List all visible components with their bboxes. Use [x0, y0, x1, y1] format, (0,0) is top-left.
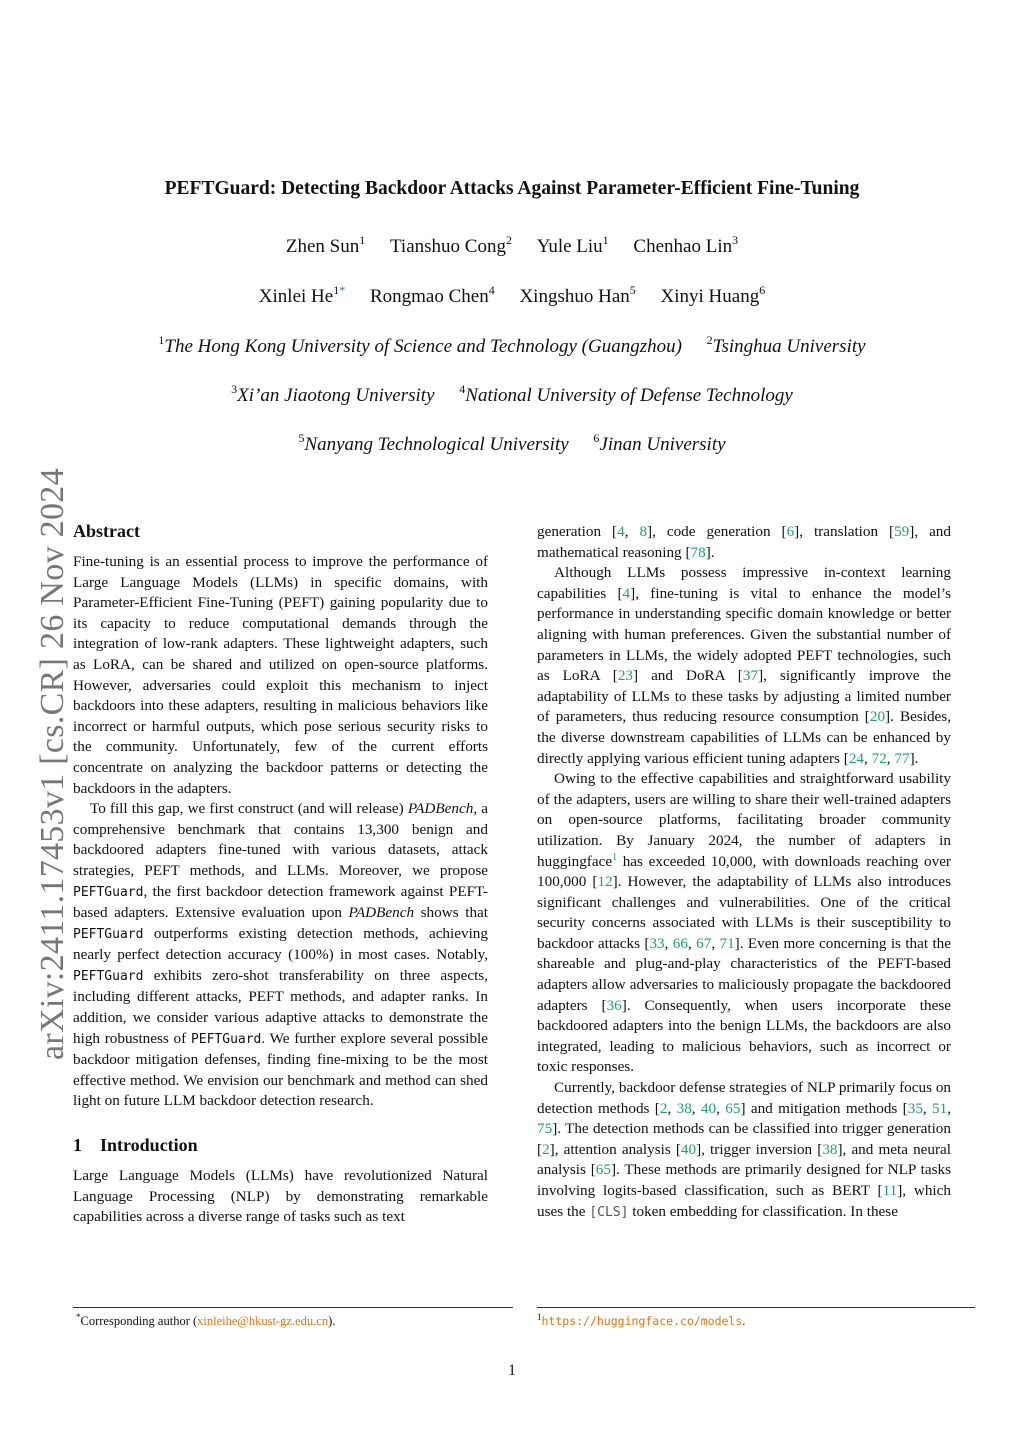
citation-link[interactable]: 65	[725, 1099, 741, 1117]
right-paragraph-1: Although LLMs possess impressive in-context learning capabilities [4], fine-tuning is vital to enhance the model’s performance in understanding specific domain knowledge or better aligning with human preferences. Given the substantial number of parameters in LLMs, the widely adopted PEFT technologies, such as LoRA [23] and DoRA [37], significantly improve the adaptability of LLMs to these tasks by adjusting a limited number of parameters, thus reducing resource consumption [20]. Besides, the diverse downstream capabilities of LLMs can be enhanced by directly applying various efficient tuning adapters [24, 72, 77].	[537, 564, 952, 767]
right-paragraph-3: Currently, backdoor defense strategies of NLP primarily focus on detection methods [2, 38, 40, 65] and mitigation methods [35, 51, 75]. The detection methods can be classified into trigger generation [2], attention analysis [40], trigger inversion [38], and meta neural analysis [65]. These methods are primarily designed for NLP tasks involving logits-based classification, such as BERT [11], which uses the [CLS] token embedding for classification. In these	[537, 1079, 952, 1220]
citation-link[interactable]: 35	[907, 1099, 923, 1117]
citation-link[interactable]: 12	[597, 873, 613, 891]
author: Yule Liu$^1$	[536, 233, 609, 257]
footnote-rule-right	[537, 1307, 975, 1308]
citation-link[interactable]: 4	[617, 523, 625, 540]
author: Xinlei $He^{1*}$	[258, 283, 346, 307]
citation-link[interactable]: 40	[700, 1099, 717, 1117]
citation-link[interactable]: 38	[822, 1140, 838, 1158]
citation-link[interactable]: 33	[649, 934, 665, 952]
affiliation: $^2$Tsinghua University	[706, 333, 866, 357]
introduction-paragraph-1: Large Language Models (LLMs) have revolutionized Natural Language Processing (NLP) by demonstrating remarkable capabilities across a diverse range of tasks such as text	[73, 1167, 488, 1226]
abstract-heading: Abstract	[73, 521, 140, 541]
citation-link[interactable]: 8	[639, 523, 648, 540]
affiliations-line-1	[0, 333, 1024, 358]
author: Xinyi Huang$^6$	[660, 283, 766, 307]
cls-token-code: [CLS]	[589, 1204, 629, 1220]
citation-link[interactable]: 36	[606, 996, 622, 1014]
citation-link[interactable]: 2	[542, 1140, 550, 1158]
author: Rongmao Chen$^4$	[369, 283, 495, 307]
citation-link[interactable]: 24	[848, 749, 864, 767]
footnote-huggingface: $^1$https://huggingface.co/models.	[537, 1312, 746, 1328]
citation-link[interactable]: 72	[871, 749, 887, 767]
affiliations-line-3	[0, 431, 1024, 456]
huggingface-url-link[interactable]: https://huggingface.co/models	[541, 1314, 743, 1328]
citation-link[interactable]: 75	[537, 1120, 553, 1138]
affiliation: $^3$Xi’an Jiaotong University	[231, 382, 435, 406]
affiliation: $^6$Jinan University	[593, 431, 726, 455]
citation-link[interactable]: 11	[882, 1182, 898, 1199]
citation-link[interactable]: 2	[659, 1099, 668, 1117]
citation-link[interactable]: 59	[894, 523, 910, 540]
citation-link[interactable]: 6	[786, 523, 795, 540]
author: Zhen Sun$^1$	[285, 233, 366, 257]
footnote-mark[interactable]: 1	[612, 851, 618, 863]
authors-line-2	[0, 283, 1024, 308]
affiliation: $^5$Nanyang Technological University	[298, 431, 569, 455]
citation-link[interactable]: 4	[622, 584, 631, 602]
citation-link[interactable]: 40	[680, 1140, 697, 1158]
affiliation: $^4$National University of Defense Technology	[459, 382, 793, 406]
abstract-paragraph-2: To fill this gap, we first construct (and will release) PADBench, a comprehensive benchmark that contains 13,300 benign and backdoored adapters fine-tuned with various datasets, attack strategies, PEFT methods, and LLMs. Moreover, we propose PEFTGuard, the first backdoor detection framework against PEFT-based adapters. Extensive evaluation upon PADBench shows that PEFTGuard outperforms existing detection methods, achieving nearly perfect detection accuracy (100%) in most cases. Notably, PEFTGuard exhibits zero-shot transferability on three aspects, including different attacks, PEFT methods, and adapter ranks. In addition, we consider various adaptive attacks to demonstrate the high robustness of PEFTGuard. We further explore several possible backdoor mitigation defenses, finding fine-mixing to be the most effective method. We envision our benchmark and method can shed light on future LLM backdoor detection research.	[73, 800, 489, 1110]
citation-link[interactable]: 51	[932, 1099, 948, 1117]
left-column	[73, 520, 488, 1228]
right-column	[537, 522, 951, 1223]
author: Xingshuo Han$^5$	[519, 283, 636, 307]
citation-link[interactable]: 67	[696, 934, 712, 952]
citation-link[interactable]: 65	[595, 1161, 611, 1179]
author: Tianshuo Cong$^2$	[389, 233, 512, 257]
corresponding-author-star: *	[339, 283, 346, 297]
page-number: 1	[508, 1362, 516, 1379]
author-email-link[interactable]: xinleihe@hkust-gz.edu.cn	[197, 1314, 329, 1328]
citation-link[interactable]: 38	[676, 1099, 692, 1117]
right-paragraph-0: generation [4, 8], code generation [6], translation [59], and mathematical reasoning [78].	[537, 523, 951, 561]
citation-link[interactable]: 37	[742, 667, 759, 685]
affiliations-line-2	[0, 382, 1024, 407]
citation-link[interactable]: 20	[869, 708, 886, 726]
footnote-rule-left	[73, 1307, 513, 1308]
citation-link[interactable]: 71	[719, 934, 735, 952]
abstract-paragraph-1: Fine-tuning is an essential process to improve the performance of Large Language Models (LLMs) in specific domains, with Parameter-Efficient Fine-Tuning (PEFT) gaining popularity due to its capacity to reduce computational demands through the integration of low-rank adapters. These lightweight adapters, such as LoRA, can be shared and utilized on open-source platforms. However, adversaries could exploit this mechanism to inject backdoors into these adapters, resulting in malicious behaviors like incorrect or harmful outputs, which pose serious security risks to the community. Unfortunately, few of the current efforts concentrate on analyzing the backdoor patterns or detecting the backdoors in the adapters.	[73, 553, 488, 797]
citation-link[interactable]: 23	[617, 667, 634, 685]
citation-link[interactable]: 77	[894, 749, 910, 767]
right-paragraph-2: Owing to the effective capabilities and straightforward usability of the adapters, users are willing to share their well-trained adapters on open-source platforms, facilitating broader community utilization. By January 2024, the number of adapters in huggingface$^1$ has exceeded 10,000, with downloads reaching over 100,000 [12]. However, the adaptability of LLMs also introduces significant challenges and vulnerabilities. One of the critical security concerns associated with LLMs is their susceptibility to backdoor attacks [33, 66, 67, 71]. Even more concerning is that the shareable and plug-and-play characteristics of the PEFT-based adapters allow adversaries to maliciously propagate the backdoored adapters [36]. Consequently, when users incorporate these backdoored adapters into the benign LLMs, the backdoors are also integrated, leading to malicious behaviors, such as incorrect or toxic responses.	[537, 770, 952, 1076]
author: Chenhao Lin$^3$	[633, 233, 739, 257]
citation-link[interactable]: 66	[672, 934, 688, 952]
paper-title: PEFTGuard: Detecting Backdoor Attacks Against Parameter-Efficient Fine-Tuning	[164, 178, 860, 199]
citation-link[interactable]: 78	[690, 543, 706, 561]
affiliation: $^1$The Hong Kong University of Science and Technology (Guangzhou)	[158, 333, 682, 357]
authors-line-1	[0, 233, 1024, 258]
footnote-corresponding-author: *Corresponding author (xinleihe@hkust-gz.edu.cn).	[76, 1312, 336, 1328]
introduction-heading: 1 Introduction	[73, 1135, 198, 1156]
arxiv-side-label: arXiv:2411.17453v1 [cs.CR] 26 Nov 2024	[34, 468, 71, 1060]
